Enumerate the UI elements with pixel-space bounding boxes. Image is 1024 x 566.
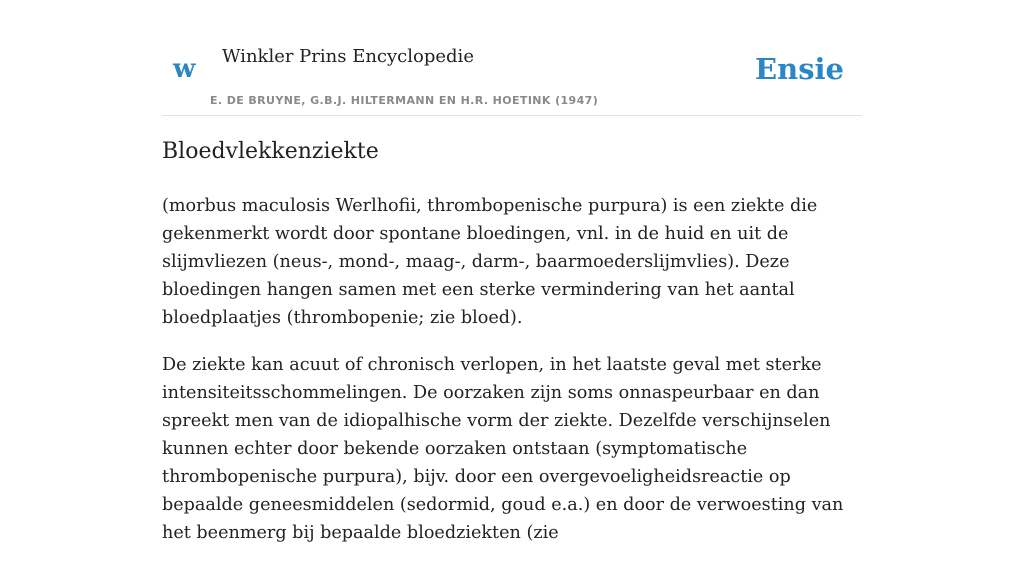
source-authors: E. DE BRUYNE, G.B.J. HILTERMANN EN H.R. HOETINK (1947) <box>210 94 599 107</box>
source-logo[interactable]: w <box>173 54 196 84</box>
ensie-logo[interactable]: Ensie <box>755 52 844 86</box>
article-body <box>162 192 862 566</box>
article-title: Bloedvlekkenziekte <box>162 139 379 164</box>
article-paragraph: (morbus maculosis Werlhofii, thrombopenische purpura) is een ziekte die gekenmerkt wordt door spontane bloedingen, vnl. in de huid en uit de slijmvliezen (neus-, mond-, maag-, darm-, baarmoederslijmvlies). Deze bloedingen hangen samen met een sterke vermindering van het aantal bloedplaatjes (thrombopenie; zie bloed). <box>162 196 818 328</box>
article-paragraph: De ziekte kan acuut of chronisch verlopen, in het laatste geval met sterke intensiteitsschommelingen. De oorzaken zijn soms onnaspeurbaar en dan spreekt men van de idiopalhische vorm der ziekte. Dezelfde verschijnselen kunnen echter door bekende oorzaken ontstaan (symptomatische thrombopenische purpura), bijv. door een overgevoeligheidsreactie op bepaalde geneesmiddelen (sedormid, goud e.a.) en door de verwoesting van het beenmerg bij bepaalde bloedziekten (zie <box>162 355 844 543</box>
source-title[interactable]: Winkler Prins Encyclopedie <box>222 46 474 67</box>
source-header <box>162 40 862 116</box>
